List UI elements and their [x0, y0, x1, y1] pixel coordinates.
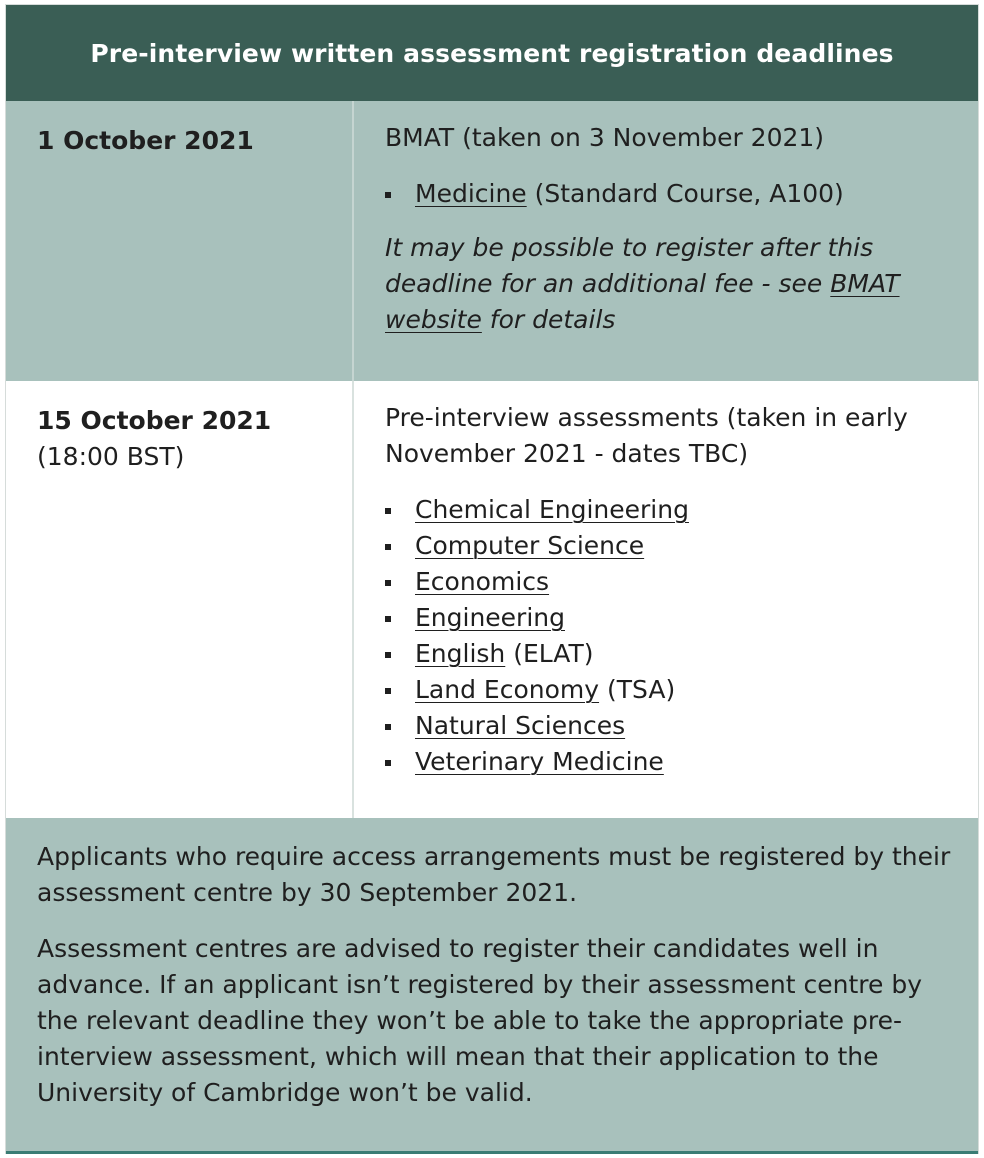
course-link-land-economy[interactable]: Land Economy — [415, 675, 600, 704]
course-suffix: (TSA) — [599, 675, 676, 704]
list-item — [385, 564, 955, 600]
list-item — [385, 492, 955, 528]
list-item — [385, 528, 955, 564]
late-registration-note — [385, 230, 955, 338]
access-arrangements-note: Applicants who require access arrangements must be registered by their assessment centre by 30 September 2021. — [37, 842, 951, 907]
assessment-intro: BMAT (taken on 3 November 2021) — [385, 123, 825, 152]
deadline-details — [385, 120, 955, 338]
course-link-english[interactable]: English — [415, 639, 506, 668]
assessment-intro: Pre-interview assessments (taken in early November 2021 - dates TBC) — [385, 403, 908, 468]
bullet-icon — [385, 192, 391, 198]
list-item — [385, 744, 955, 780]
bullet-icon — [385, 508, 391, 514]
course-list — [385, 176, 955, 212]
table-row — [6, 101, 978, 381]
column-divider — [352, 381, 354, 818]
bullet-icon — [385, 688, 391, 694]
course-link-chemical-engineering[interactable]: Chemical Engineering — [415, 495, 689, 524]
bullet-icon — [385, 580, 391, 586]
course-link-medicine[interactable]: Medicine — [415, 179, 527, 208]
deadline-date-bold: 15 October 2021 — [37, 406, 272, 435]
deadlines-table — [5, 4, 979, 1154]
course-link-computer-science[interactable]: Computer Science — [415, 531, 645, 560]
course-link-economics[interactable]: Economics — [415, 567, 550, 596]
deadline-date — [37, 403, 307, 475]
table-row — [6, 381, 978, 818]
table-bottom-border — [6, 1151, 978, 1154]
table-header — [6, 5, 978, 101]
list-item — [385, 708, 955, 744]
list-item — [385, 600, 955, 636]
note-prefix: It may be possible to register after this deadline for an additional fee - see — [385, 233, 874, 298]
bmat-website-link[interactable]: BMAT website — [385, 269, 900, 334]
footer-notes — [37, 839, 952, 1111]
note-suffix: for details — [481, 305, 616, 334]
column-divider — [352, 101, 354, 381]
list-item — [385, 176, 955, 212]
deadline-time: (18:00 BST) — [37, 442, 185, 471]
bullet-icon — [385, 616, 391, 622]
list-item — [385, 636, 955, 672]
course-link-natural-sciences[interactable]: Natural Sciences — [415, 711, 626, 740]
table-footer — [6, 818, 978, 1151]
bullet-icon — [385, 760, 391, 766]
table-title: Pre-interview written assessment registration deadlines — [90, 38, 894, 68]
deadline-date-bold: 1 October 2021 — [37, 126, 254, 155]
course-suffix: (Standard Course, A100) — [526, 179, 844, 208]
course-list — [385, 492, 955, 780]
bullet-icon — [385, 724, 391, 730]
course-link-veterinary-medicine[interactable]: Veterinary Medicine — [415, 747, 664, 776]
bullet-icon — [385, 652, 391, 658]
course-suffix: (ELAT) — [505, 639, 594, 668]
course-link-engineering[interactable]: Engineering — [415, 603, 565, 632]
bullet-icon — [385, 544, 391, 550]
list-item — [385, 672, 955, 708]
deadline-details — [385, 400, 955, 780]
deadline-date — [37, 123, 337, 159]
registration-advice-note: Assessment centres are advised to register their candidates well in advance. If an applicant isn’t registered by their assessment centre by the relevant deadline they won’t be able to take the appropriate pre-interview assessment, which will mean that their application to the University of Cambridge won’t be valid. — [37, 934, 923, 1107]
